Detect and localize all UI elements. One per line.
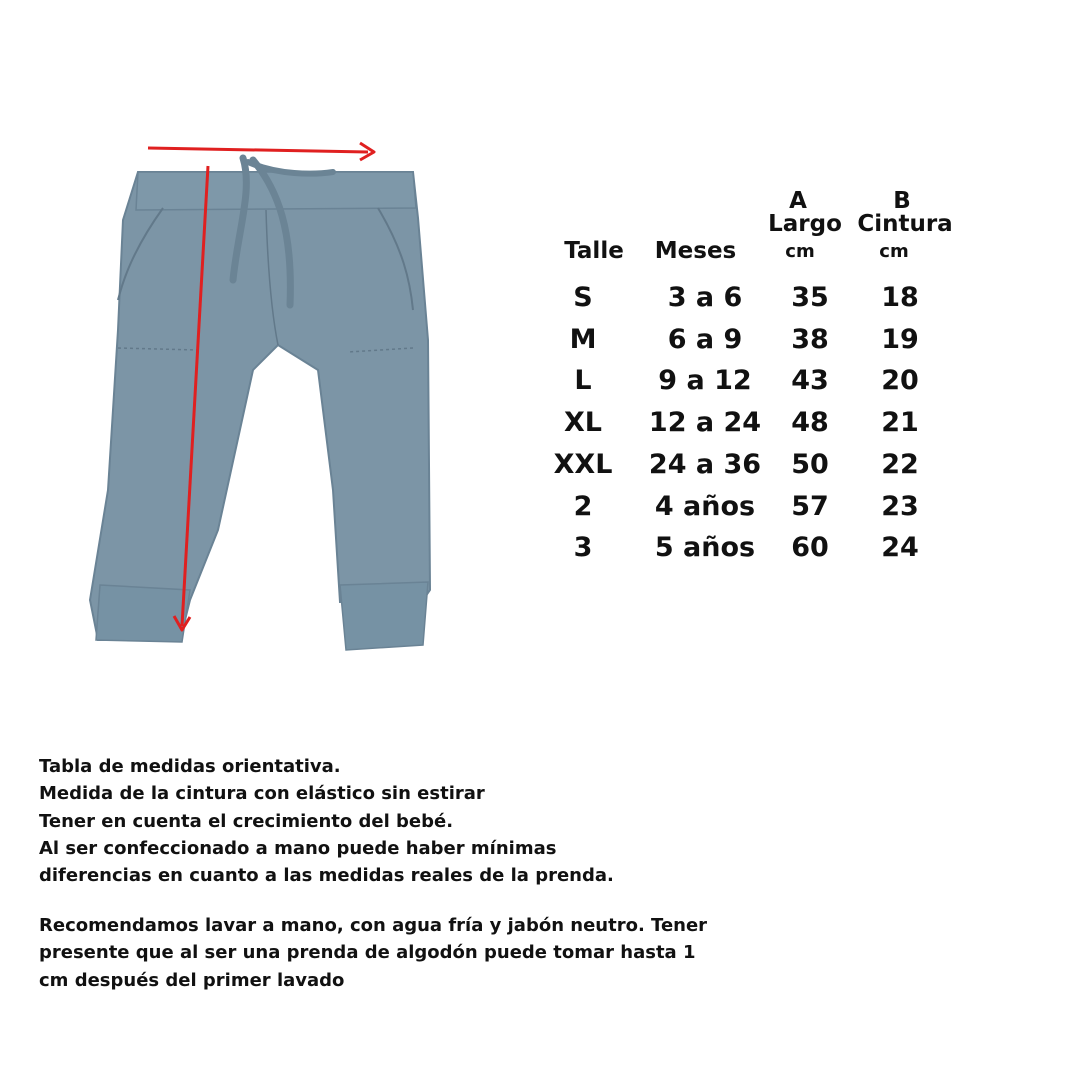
col-talle-header: Talle (564, 238, 624, 264)
cell-meses: 5 años (654, 532, 756, 564)
note-line: Al ser confeccionado a mano puede haber mínimas (39, 837, 557, 859)
care-instructions (39, 912, 707, 994)
cell-meses: 12 a 24 (648, 407, 762, 439)
cell-cintura: 20 (881, 365, 919, 397)
cell-talle: 2 (573, 490, 593, 522)
col-cintura-unit: cm (879, 241, 909, 262)
cell-cintura: 18 (881, 282, 919, 313)
cell-largo: 48 (791, 407, 829, 439)
pants-body (90, 172, 430, 650)
note-line: Medida de la cintura con elástico sin estirar (39, 783, 485, 805)
col-largo-unit: cm (785, 241, 815, 262)
care-line: cm después del primer lavado (39, 969, 345, 991)
pants-illustration (78, 130, 448, 660)
cell-largo: 60 (791, 532, 829, 564)
col-largo-header: Largo (768, 211, 842, 237)
cell-talle: L (574, 365, 592, 397)
col-cintura-header: Cintura (857, 211, 953, 237)
measurement-notes (39, 753, 614, 889)
col-b-letter: B (893, 188, 911, 214)
cell-talle: S (573, 282, 593, 313)
col-a-letter: A (789, 188, 807, 214)
care-line: presente que al ser una prenda de algodón puede tomar hasta 1 (39, 942, 696, 964)
cell-meses: 24 a 36 (648, 448, 762, 480)
col-meses-header: Meses (654, 238, 737, 264)
care-line: Recomendamos lavar a mano, con agua fría y jabón neutro. Tener (39, 915, 708, 936)
note-line: Tabla de medidas orientativa. (39, 756, 341, 777)
cell-talle: 3 (573, 532, 593, 564)
cell-largo: 43 (791, 365, 829, 397)
cell-cintura: 19 (881, 323, 919, 355)
cell-largo: 38 (791, 323, 829, 355)
cell-largo: 57 (791, 490, 829, 522)
cell-largo: 50 (791, 448, 829, 480)
note-line: diferencias en cuanto a las medidas reales de la prenda. (39, 865, 614, 887)
cell-cintura: 22 (881, 448, 919, 480)
cell-cintura: 24 (881, 532, 919, 564)
cell-talle: M (569, 323, 597, 355)
cell-largo: 35 (791, 282, 829, 313)
cell-cintura: 23 (881, 490, 919, 522)
cell-talle: XXL (553, 448, 613, 480)
cell-meses: 3 a 6 (667, 282, 743, 313)
note-line: Tener en cuenta el crecimiento del bebé. (39, 810, 454, 832)
waist-arrow (148, 143, 374, 160)
cell-meses: 6 a 9 (667, 323, 743, 355)
cell-meses: 9 a 12 (658, 365, 752, 397)
cell-talle: XL (563, 407, 603, 439)
cell-cintura: 21 (881, 407, 919, 439)
cell-meses: 4 años (654, 490, 756, 522)
